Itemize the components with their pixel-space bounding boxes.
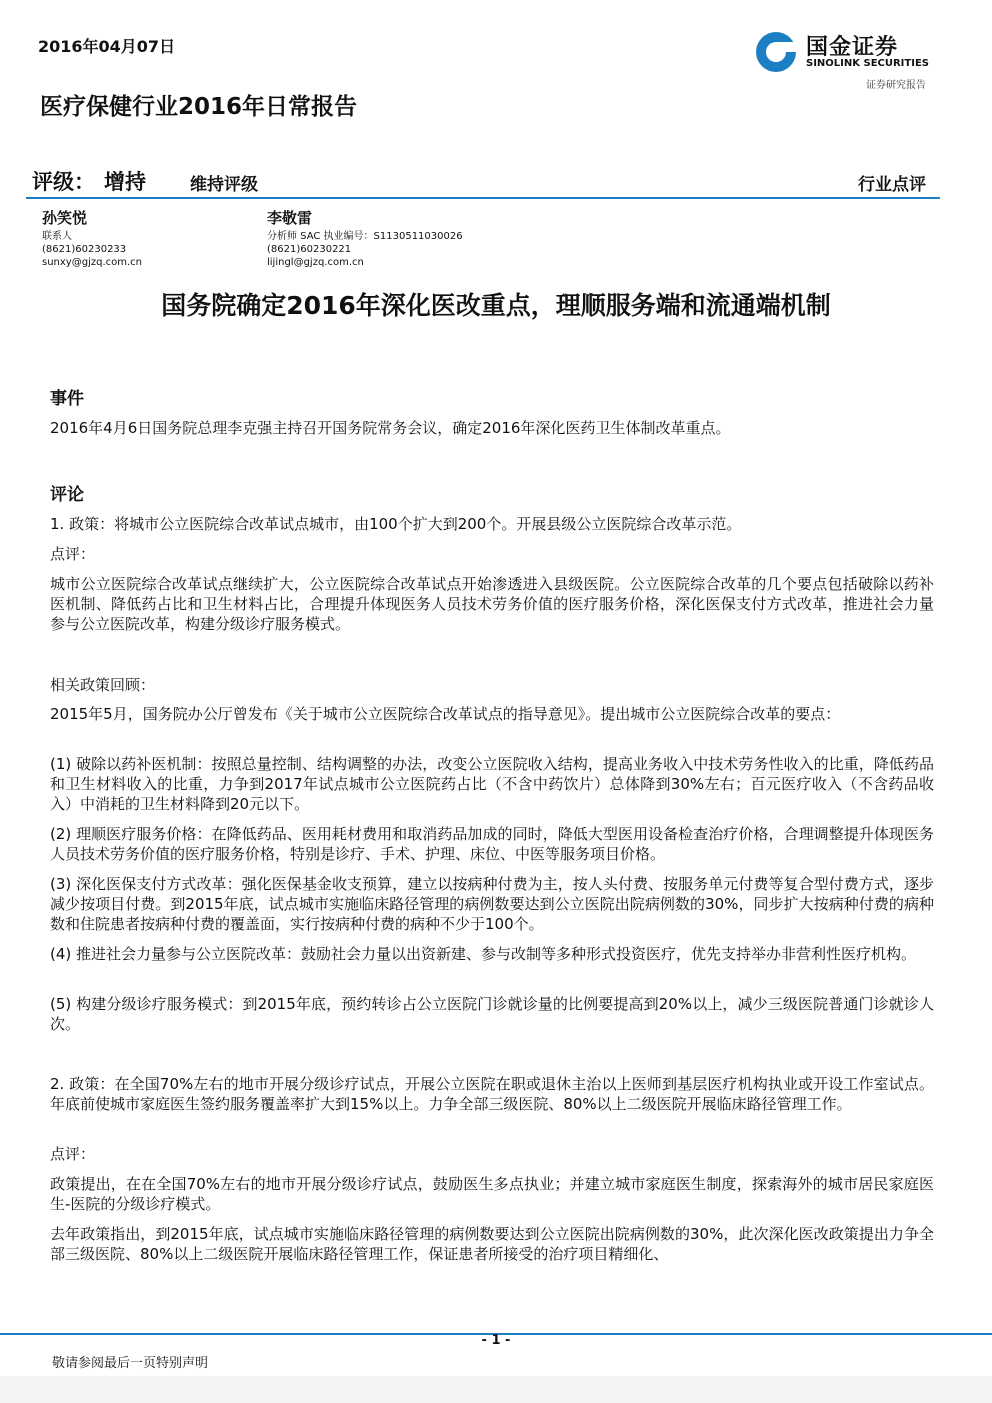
- rating-label: 评级：: [32, 170, 95, 194]
- analyst-card: [267, 208, 463, 269]
- analyst-card: [42, 208, 142, 269]
- rating-value: 增持: [104, 170, 146, 194]
- paragraph: 2015年5月，国务院办公厅曾发布《关于城市公立医院综合改革试点的指导意见》。提出城市公立医院综合改革的要点：: [50, 705, 841, 723]
- headline: 国务院确定2016年深化医改重点，理顺服务端和流通端机制: [161, 291, 831, 320]
- paragraph: (5) 构建分级诊疗服务模式：到2015年底，预约转诊占公立医院门诊就诊量的比例要提高到20%以上，减少三级医院普通门诊就诊人次。: [50, 995, 934, 1033]
- disclaimer: 敬请参阅最后一页特别声明: [52, 1356, 209, 1371]
- header-divider: [26, 197, 940, 199]
- analyst-phone: (8621)60230221: [267, 244, 352, 255]
- analyst-role: 分析师 SAC 执业编号：S1130511030026: [267, 231, 463, 242]
- analyst-email[interactable]: lijingl@gjzq.com.cn: [267, 257, 364, 268]
- rating-note: 维持评级: [190, 175, 258, 195]
- paragraph: (3) 深化医保支付方式改革：强化医保基金收支预算，建立以按病种付费为主，按人头付费、按服务单元付费等复合型付费方式，逐步减少按项目付费。到2015年底，试点城市实施临床路径管理的病例数要达到公立医院出院病例数的30%，同步扩大按病种付费的病种数和住院患者按病种付费的覆盖面，实行按病种付费的病种不少于100个。: [50, 875, 934, 933]
- analyst-email[interactable]: sunxy@gjzq.com.cn: [42, 257, 142, 268]
- paragraph: (4) 推进社会力量参与公立医院改革：鼓励社会力量以出资新建、参与改制等多种形式投资医疗，优先支持举办非营利性医疗机构。: [50, 945, 917, 963]
- report-title: 医疗保健行业2016年日常报告: [40, 94, 358, 120]
- sinolink-logo: [756, 30, 946, 92]
- paragraph: 点评：: [50, 545, 96, 563]
- logo-subtitle: 证券研究报告: [866, 80, 926, 91]
- paragraph: 政策提出，在在全国70%左右的地市开展分级诊疗试点，鼓励医生多点执业；并建立城市家庭医生制度，探索海外的城市居民家庭医生-医院的分级诊疗模式。: [50, 1175, 934, 1213]
- paragraph: 2. 政策：在全国70%左右的地市开展分级诊疗试点，开展公立医院在职或退休主治以上医师到基层医疗机构执业或开设工作室试点。年底前使城市家庭医生签约服务覆盖率扩大到15%以上。力争全部三级医院、80%以上二级医院开展临床路径管理工作。: [50, 1075, 934, 1113]
- page-number: - 1 -: [481, 1333, 511, 1348]
- paragraph: 去年政策指出，到2015年底，试点城市实施临床路径管理的病例数要达到公立医院出院病例数的30%，此次深化医改政策提出力争全部三级医院、80%以上二级医院开展临床路径管理工作，保证患者所接受的治疗项目精细化、: [50, 1225, 934, 1263]
- analyst-phone: (8621)60230233: [42, 244, 127, 255]
- logo-emblem-icon: [756, 32, 796, 72]
- paragraph: 相关政策回顾：: [50, 676, 156, 694]
- paragraph: 1. 政策：将城市公立医院综合改革试点城市，由100个扩大到200个。开展县级公立医院综合改革示范。: [50, 515, 742, 533]
- logo-chinese-name: 国金证券: [806, 35, 899, 60]
- event-text: 2016年4月6日国务院总理李克强主持召开国务院常务会议，确定2016年深化医药卫生体制改革重点。: [50, 419, 731, 437]
- report-type: 行业点评: [858, 175, 926, 195]
- comment-heading: 评论: [50, 485, 84, 505]
- paragraph: (2) 理顺医疗服务价格：在降低药品、医用耗材费用和取消药品加成的同时，降低大型医用设备检查治疗价格，合理调整提升体现医务人员技术劳务价值的医疗服务价格，特别是诊疗、手术、护理、床位、中医等服务项目价格。: [50, 825, 934, 863]
- analyst-name: 李敬雷: [267, 209, 313, 227]
- analyst-role: 联系人: [42, 231, 72, 242]
- paragraph: 城市公立医院综合改革试点继续扩大，公立医院综合改革试点开始渗透进入县级医院。公立医院综合改革的几个要点包括破除以药补医机制、降低药占比和卫生材料占比，合理提升体现医务人员技术劳务价值的医疗服务价格，深化医保支付方式改革，推进社会力量参与公立医院改革，构建分级诊疗服务模式。: [50, 575, 934, 633]
- logo-english-name: SINOLINK SECURITIES: [806, 58, 929, 69]
- bottom-band: [0, 1376, 992, 1403]
- paragraph: 点评：: [50, 1145, 96, 1163]
- report-date: 2016年04月07日: [38, 37, 176, 56]
- analyst-name: 孙笑悦: [42, 209, 88, 227]
- paragraph: (1) 破除以药补医机制：按照总量控制、结构调整的办法，改变公立医院收入结构，提高业务收入中技术劳务性收入的比重，降低药品和卫生材料收入的比重，力争到2017年试点城市公立医院药占比（不含中药饮片）总体降到30%左右；百元医疗收入（不含药品收入）中消耗的卫生材料降到20元以下。: [50, 755, 934, 813]
- event-heading: 事件: [50, 389, 84, 409]
